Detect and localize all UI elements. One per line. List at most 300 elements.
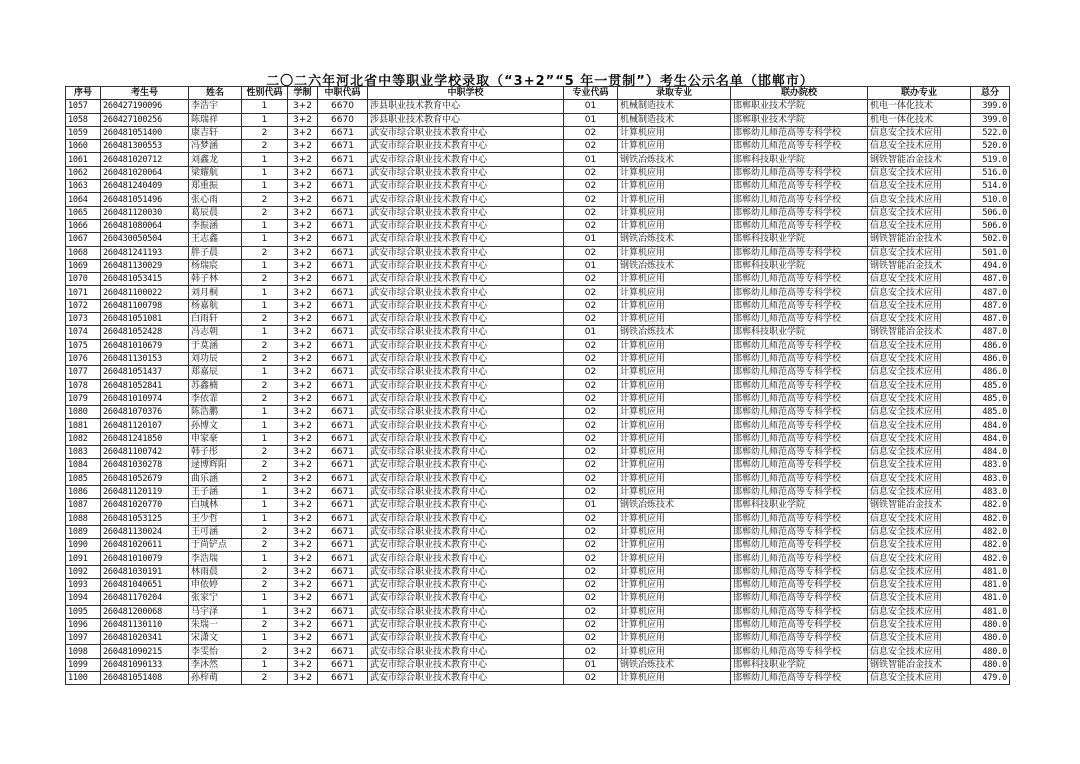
col-school-header: 中职学校 [368, 87, 564, 100]
major-code-cell: 01 [564, 100, 618, 113]
program-length-cell: 3+2 [288, 273, 318, 286]
school-name-cell: 武安市综合职业技术教育中心 [368, 352, 564, 365]
student-name-cell: 王可涵 [189, 525, 242, 538]
exam-number-cell: 260481120030 [101, 206, 189, 219]
partner-college-cell: 邯郸幼儿师范高等专科学校 [731, 432, 868, 445]
school-name-cell: 武安市综合职业技术教育中心 [368, 180, 564, 193]
total-score-cell: 399.0 [971, 100, 1010, 113]
table-row [66, 525, 1010, 538]
student-name-cell: 李雯怡 [189, 645, 242, 658]
total-score-cell: 485.0 [971, 406, 1010, 419]
table-row [66, 313, 1010, 326]
school-code-cell: 6671 [318, 632, 368, 645]
table-row [66, 645, 1010, 658]
partner-major-cell: 机电一体化技术 [868, 113, 971, 126]
gender-code-cell: 1 [242, 406, 288, 419]
table-row [66, 578, 1010, 591]
partner-college-cell: 邯郸幼儿师范高等专科学校 [731, 299, 868, 312]
student-name-cell: 韩子彤 [189, 446, 242, 459]
program-length-cell: 3+2 [288, 166, 318, 179]
table-row [66, 472, 1010, 485]
exam-number-cell: 260481052841 [101, 379, 189, 392]
major-code-cell: 01 [564, 326, 618, 339]
partner-college-cell: 邯郸幼儿师范高等专科学校 [731, 552, 868, 565]
partner-college-cell: 邯郸幼儿师范高等专科学校 [731, 193, 868, 206]
school-name-cell: 武安市综合职业技术教育中心 [368, 206, 564, 219]
partner-college-cell: 邯郸科技职业学院 [731, 259, 868, 272]
program-length-cell: 3+2 [288, 180, 318, 193]
row-index-cell: 1098 [66, 645, 101, 658]
major-name-cell: 计算机应用 [618, 605, 731, 618]
total-score-cell: 484.0 [971, 432, 1010, 445]
student-name-cell: 逯博辉阳 [189, 459, 242, 472]
partner-college-cell: 邯郸幼儿师范高等专科学校 [731, 339, 868, 352]
major-name-cell: 计算机应用 [618, 565, 731, 578]
major-code-cell: 02 [564, 339, 618, 352]
school-code-cell: 6671 [318, 313, 368, 326]
program-length-cell: 3+2 [288, 219, 318, 232]
partner-college-cell: 邯郸科技职业学院 [731, 153, 868, 166]
partner-college-cell: 邯郸幼儿师范高等专科学校 [731, 645, 868, 658]
gender-code-cell: 2 [242, 472, 288, 485]
program-length-cell: 3+2 [288, 472, 318, 485]
school-name-cell: 涉县职业技术教育中心 [368, 100, 564, 113]
table-header-row [66, 87, 1010, 100]
total-score-cell: 480.0 [971, 645, 1010, 658]
program-length-cell: 3+2 [288, 512, 318, 525]
partner-college-cell: 邯郸幼儿师范高等专科学校 [731, 126, 868, 139]
partner-college-cell: 邯郸幼儿师范高等专科学校 [731, 392, 868, 405]
table-row [66, 366, 1010, 379]
partner-major-cell: 信息安全技术应用 [868, 419, 971, 432]
total-score-cell: 484.0 [971, 419, 1010, 432]
major-name-cell: 计算机应用 [618, 459, 731, 472]
school-code-cell: 6671 [318, 539, 368, 552]
school-name-cell: 武安市综合职业技术教育中心 [368, 166, 564, 179]
row-index-cell: 1094 [66, 592, 101, 605]
school-code-cell: 6671 [318, 512, 368, 525]
major-name-cell: 计算机应用 [618, 672, 731, 685]
row-index-cell: 1082 [66, 432, 101, 445]
total-score-cell: 514.0 [971, 180, 1010, 193]
row-index-cell: 1089 [66, 525, 101, 538]
major-name-cell: 计算机应用 [618, 206, 731, 219]
gender-code-cell: 2 [242, 313, 288, 326]
school-name-cell: 涉县职业技术教育中心 [368, 113, 564, 126]
total-score-cell: 502.0 [971, 233, 1010, 246]
major-name-cell: 计算机应用 [618, 525, 731, 538]
total-score-cell: 482.0 [971, 512, 1010, 525]
partner-major-cell: 信息安全技术应用 [868, 140, 971, 153]
partner-college-cell: 邯郸幼儿师范高等专科学校 [731, 379, 868, 392]
school-name-cell: 武安市综合职业技术教育中心 [368, 472, 564, 485]
exam-number-cell: 260481100742 [101, 446, 189, 459]
major-code-cell: 02 [564, 459, 618, 472]
major-code-cell: 02 [564, 273, 618, 286]
major-code-cell: 02 [564, 246, 618, 259]
school-code-cell: 6671 [318, 592, 368, 605]
partner-college-cell: 邯郸幼儿师范高等专科学校 [731, 472, 868, 485]
student-name-cell: 杨瑞宸 [189, 259, 242, 272]
total-score-cell: 487.0 [971, 326, 1010, 339]
row-index-cell: 1093 [66, 578, 101, 591]
major-name-cell: 钢铁冶炼技术 [618, 658, 731, 671]
partner-major-cell: 信息安全技术应用 [868, 286, 971, 299]
student-name-cell: 刘月桐 [189, 286, 242, 299]
major-code-cell: 02 [564, 406, 618, 419]
student-name-cell: 王少哲 [189, 512, 242, 525]
major-name-cell: 计算机应用 [618, 246, 731, 259]
col-index-header: 序号 [66, 87, 101, 100]
exam-number-cell: 260481051400 [101, 126, 189, 139]
gender-code-cell: 1 [242, 259, 288, 272]
school-code-cell: 6671 [318, 153, 368, 166]
document-title: 二〇二六年河北省中等职业学校录取（“3+2”“5 年一贯制”）考生公示名单（邯郸市） [266, 74, 814, 89]
student-name-cell: 李振涵 [189, 219, 242, 232]
partner-major-cell: 信息安全技术应用 [868, 180, 971, 193]
major-name-cell: 计算机应用 [618, 352, 731, 365]
partner-major-cell: 钢铁智能冶金技术 [868, 259, 971, 272]
major-name-cell: 计算机应用 [618, 180, 731, 193]
student-name-cell: 宋潇文 [189, 632, 242, 645]
total-score-cell: 501.0 [971, 246, 1010, 259]
partner-college-cell: 邯郸幼儿师范高等专科学校 [731, 286, 868, 299]
program-length-cell: 3+2 [288, 645, 318, 658]
total-score-cell: 486.0 [971, 339, 1010, 352]
school-name-cell: 武安市综合职业技术教育中心 [368, 153, 564, 166]
total-score-cell: 482.0 [971, 525, 1010, 538]
partner-college-cell: 邯郸幼儿师范高等专科学校 [731, 459, 868, 472]
exam-number-cell: 260481052428 [101, 326, 189, 339]
exam-number-cell: 260481090215 [101, 645, 189, 658]
exam-number-cell: 260481020611 [101, 539, 189, 552]
row-index-cell: 1072 [66, 299, 101, 312]
row-index-cell: 1087 [66, 499, 101, 512]
student-name-cell: 陈瑞祥 [189, 113, 242, 126]
major-code-cell: 01 [564, 658, 618, 671]
major-name-cell: 计算机应用 [618, 126, 731, 139]
partner-college-cell: 邯郸幼儿师范高等专科学校 [731, 140, 868, 153]
major-name-cell: 计算机应用 [618, 485, 731, 498]
partner-major-cell: 信息安全技术应用 [868, 299, 971, 312]
gender-code-cell: 2 [242, 459, 288, 472]
school-code-cell: 6671 [318, 552, 368, 565]
major-code-cell: 02 [564, 352, 618, 365]
gender-code-cell: 2 [242, 246, 288, 259]
table-row [66, 632, 1010, 645]
total-score-cell: 519.0 [971, 153, 1010, 166]
exam-number-cell: 260481300553 [101, 140, 189, 153]
partner-college-cell: 邯郸职业技术学院 [731, 100, 868, 113]
school-code-cell: 6671 [318, 645, 368, 658]
row-index-cell: 1086 [66, 485, 101, 498]
major-name-cell: 计算机应用 [618, 379, 731, 392]
program-length-cell: 3+2 [288, 339, 318, 352]
table-row [66, 193, 1010, 206]
student-name-cell: 张家宁 [189, 592, 242, 605]
partner-college-cell: 邯郸幼儿师范高等专科学校 [731, 525, 868, 538]
school-name-cell: 武安市综合职业技术教育中心 [368, 658, 564, 671]
partner-major-cell: 信息安全技术应用 [868, 539, 971, 552]
gender-code-cell: 2 [242, 446, 288, 459]
table-row [66, 126, 1010, 139]
gender-code-cell: 2 [242, 206, 288, 219]
row-index-cell: 1064 [66, 193, 101, 206]
total-score-cell: 482.0 [971, 552, 1010, 565]
major-code-cell: 02 [564, 539, 618, 552]
major-name-cell: 计算机应用 [618, 446, 731, 459]
exam-number-cell: 260481200068 [101, 605, 189, 618]
school-name-cell: 武安市综合职业技术教育中心 [368, 645, 564, 658]
total-score-cell: 484.0 [971, 446, 1010, 459]
school-name-cell: 武安市综合职业技术教育中心 [368, 193, 564, 206]
school-name-cell: 武安市综合职业技术教育中心 [368, 339, 564, 352]
major-name-cell: 钢铁冶炼技术 [618, 326, 731, 339]
major-name-cell: 机械制造技术 [618, 113, 731, 126]
row-index-cell: 1066 [66, 219, 101, 232]
row-index-cell: 1058 [66, 113, 101, 126]
partner-major-cell: 信息安全技术应用 [868, 645, 971, 658]
col-school-code-header: 中职代码 [318, 87, 368, 100]
program-length-cell: 3+2 [288, 618, 318, 631]
partner-college-cell: 邯郸幼儿师范高等专科学校 [731, 618, 868, 631]
gender-code-cell: 2 [242, 578, 288, 591]
school-name-cell: 武安市综合职业技术教育中心 [368, 446, 564, 459]
school-code-cell: 6671 [318, 392, 368, 405]
partner-major-cell: 信息安全技术应用 [868, 206, 971, 219]
major-code-cell: 02 [564, 565, 618, 578]
partner-major-cell: 信息安全技术应用 [868, 459, 971, 472]
school-code-cell: 6671 [318, 206, 368, 219]
partner-major-cell: 信息安全技术应用 [868, 605, 971, 618]
student-name-cell: 孙博文 [189, 419, 242, 432]
exam-number-cell: 260427100256 [101, 113, 189, 126]
exam-number-cell: 260481051437 [101, 366, 189, 379]
gender-code-cell: 1 [242, 166, 288, 179]
major-name-cell: 计算机应用 [618, 406, 731, 419]
exam-number-cell: 260481170204 [101, 592, 189, 605]
total-score-cell: 483.0 [971, 485, 1010, 498]
school-code-cell: 6671 [318, 219, 368, 232]
school-name-cell: 武安市综合职业技术教育中心 [368, 672, 564, 685]
exam-number-cell: 260481100022 [101, 286, 189, 299]
school-name-cell: 武安市综合职业技术教育中心 [368, 366, 564, 379]
program-length-cell: 3+2 [288, 193, 318, 206]
partner-college-cell: 邯郸幼儿师范高等专科学校 [731, 605, 868, 618]
row-index-cell: 1067 [66, 233, 101, 246]
total-score-cell: 481.0 [971, 565, 1010, 578]
student-name-cell: 梁耀航 [189, 166, 242, 179]
student-name-cell: 刘鑫龙 [189, 153, 242, 166]
table-row [66, 459, 1010, 472]
school-name-cell: 武安市综合职业技术教育中心 [368, 406, 564, 419]
program-length-cell: 3+2 [288, 126, 318, 139]
partner-major-cell: 信息安全技术应用 [868, 472, 971, 485]
gender-code-cell: 1 [242, 632, 288, 645]
exam-number-cell: 260481053415 [101, 273, 189, 286]
major-code-cell: 02 [564, 605, 618, 618]
gender-code-cell: 2 [242, 539, 288, 552]
total-score-cell: 481.0 [971, 578, 1010, 591]
student-name-cell: 刘功辰 [189, 352, 242, 365]
school-name-cell: 武安市综合职业技术教育中心 [368, 273, 564, 286]
program-length-cell: 3+2 [288, 206, 318, 219]
school-code-cell: 6671 [318, 419, 368, 432]
program-length-cell: 3+2 [288, 153, 318, 166]
table-row [66, 432, 1010, 445]
partner-major-cell: 信息安全技术应用 [868, 126, 971, 139]
total-score-cell: 399.0 [971, 113, 1010, 126]
major-name-cell: 计算机应用 [618, 645, 731, 658]
total-score-cell: 487.0 [971, 273, 1010, 286]
exam-number-cell: 260481051408 [101, 672, 189, 685]
major-name-cell: 计算机应用 [618, 419, 731, 432]
row-index-cell: 1059 [66, 126, 101, 139]
school-code-cell: 6671 [318, 499, 368, 512]
exam-number-cell: 260481010079 [101, 552, 189, 565]
gender-code-cell: 1 [242, 100, 288, 113]
major-name-cell: 计算机应用 [618, 366, 731, 379]
school-name-cell: 武安市综合职业技术教育中心 [368, 618, 564, 631]
table-row [66, 273, 1010, 286]
partner-major-cell: 信息安全技术应用 [868, 273, 971, 286]
student-name-cell: 郑嘉辰 [189, 366, 242, 379]
partner-college-cell: 邯郸幼儿师范高等专科学校 [731, 592, 868, 605]
student-name-cell: 李浩宇 [189, 100, 242, 113]
total-score-cell: 522.0 [971, 126, 1010, 139]
partner-college-cell: 邯郸幼儿师范高等专科学校 [731, 578, 868, 591]
col-name-header: 姓名 [189, 87, 242, 100]
partner-college-cell: 邯郸幼儿师范高等专科学校 [731, 406, 868, 419]
program-length-cell: 3+2 [288, 552, 318, 565]
school-code-cell: 6671 [318, 658, 368, 671]
row-index-cell: 1074 [66, 326, 101, 339]
table-row [66, 166, 1010, 179]
program-length-cell: 3+2 [288, 113, 318, 126]
student-name-cell: 王志鑫 [189, 233, 242, 246]
exam-number-cell: 260481090133 [101, 658, 189, 671]
school-name-cell: 武安市综合职业技术教育中心 [368, 432, 564, 445]
major-code-cell: 02 [564, 672, 618, 685]
major-code-cell: 02 [564, 379, 618, 392]
major-name-cell: 计算机应用 [618, 472, 731, 485]
student-name-cell: 曲乐涵 [189, 472, 242, 485]
major-code-cell: 02 [564, 552, 618, 565]
table-row [66, 113, 1010, 126]
school-name-cell: 武安市综合职业技术教育中心 [368, 512, 564, 525]
exam-number-cell: 260481020712 [101, 153, 189, 166]
major-code-cell: 02 [564, 645, 618, 658]
partner-major-cell: 信息安全技术应用 [868, 246, 971, 259]
total-score-cell: 487.0 [971, 313, 1010, 326]
partner-major-cell: 信息安全技术应用 [868, 485, 971, 498]
major-code-cell: 02 [564, 419, 618, 432]
program-length-cell: 3+2 [288, 485, 318, 498]
partner-college-cell: 邯郸幼儿师范高等专科学校 [731, 206, 868, 219]
table-row [66, 286, 1010, 299]
major-name-cell: 计算机应用 [618, 273, 731, 286]
row-index-cell: 1061 [66, 153, 101, 166]
school-code-cell: 6671 [318, 446, 368, 459]
major-name-cell: 计算机应用 [618, 512, 731, 525]
exam-number-cell: 260481130153 [101, 352, 189, 365]
gender-code-cell: 1 [242, 299, 288, 312]
total-score-cell: 480.0 [971, 658, 1010, 671]
school-code-cell: 6671 [318, 406, 368, 419]
program-length-cell: 3+2 [288, 366, 318, 379]
student-name-cell: 葛辰晨 [189, 206, 242, 219]
row-index-cell: 1077 [66, 366, 101, 379]
total-score-cell: 486.0 [971, 352, 1010, 365]
partner-major-cell: 钢铁智能冶金技术 [868, 658, 971, 671]
school-name-cell: 武安市综合职业技术教育中心 [368, 392, 564, 405]
total-score-cell: 482.0 [971, 499, 1010, 512]
total-score-cell: 485.0 [971, 379, 1010, 392]
gender-code-cell: 1 [242, 552, 288, 565]
col-partner-major-header: 联办专业 [868, 87, 971, 100]
student-name-cell: 胖子晨 [189, 246, 242, 259]
student-name-cell: 李浩瑞 [189, 552, 242, 565]
exam-number-cell: 260481241850 [101, 432, 189, 445]
program-length-cell: 3+2 [288, 658, 318, 671]
partner-major-cell: 信息安全技术应用 [868, 219, 971, 232]
table-row [66, 565, 1010, 578]
row-index-cell: 1062 [66, 166, 101, 179]
school-name-cell: 武安市综合职业技术教育中心 [368, 246, 564, 259]
partner-college-cell: 邯郸科技职业学院 [731, 233, 868, 246]
col-partner-college-header: 联办院校 [731, 87, 868, 100]
row-index-cell: 1073 [66, 313, 101, 326]
partner-major-cell: 钢铁智能冶金技术 [868, 233, 971, 246]
gender-code-cell: 1 [242, 153, 288, 166]
partner-college-cell: 邯郸科技职业学院 [731, 326, 868, 339]
program-length-cell: 3+2 [288, 140, 318, 153]
table-row [66, 392, 1010, 405]
student-name-cell: 孙梓萌 [189, 672, 242, 685]
major-name-cell: 计算机应用 [618, 592, 731, 605]
gender-code-cell: 2 [242, 525, 288, 538]
student-name-cell: 朱瑞一 [189, 618, 242, 631]
school-name-cell: 武安市综合职业技术教育中心 [368, 233, 564, 246]
row-index-cell: 1076 [66, 352, 101, 365]
partner-major-cell: 信息安全技术应用 [868, 525, 971, 538]
row-index-cell: 1097 [66, 632, 101, 645]
student-name-cell: 白雨轩 [189, 313, 242, 326]
major-code-cell: 02 [564, 632, 618, 645]
total-score-cell: 487.0 [971, 299, 1010, 312]
student-name-cell: 李依霏 [189, 392, 242, 405]
table-row [66, 140, 1010, 153]
total-score-cell: 479.0 [971, 672, 1010, 685]
total-score-cell: 482.0 [971, 539, 1010, 552]
major-code-cell: 01 [564, 113, 618, 126]
major-name-cell: 计算机应用 [618, 552, 731, 565]
major-name-cell: 计算机应用 [618, 539, 731, 552]
total-score-cell: 480.0 [971, 632, 1010, 645]
school-code-cell: 6671 [318, 126, 368, 139]
partner-major-cell: 信息安全技术应用 [868, 446, 971, 459]
table-row [66, 246, 1010, 259]
major-code-cell: 02 [564, 366, 618, 379]
major-name-cell: 钢铁冶炼技术 [618, 499, 731, 512]
gender-code-cell: 2 [242, 126, 288, 139]
program-length-cell: 3+2 [288, 419, 318, 432]
partner-college-cell: 邯郸幼儿师范高等专科学校 [731, 565, 868, 578]
student-name-cell: 马宇泽 [189, 605, 242, 618]
table-row [66, 259, 1010, 272]
gender-code-cell: 1 [242, 485, 288, 498]
partner-major-cell: 信息安全技术应用 [868, 379, 971, 392]
